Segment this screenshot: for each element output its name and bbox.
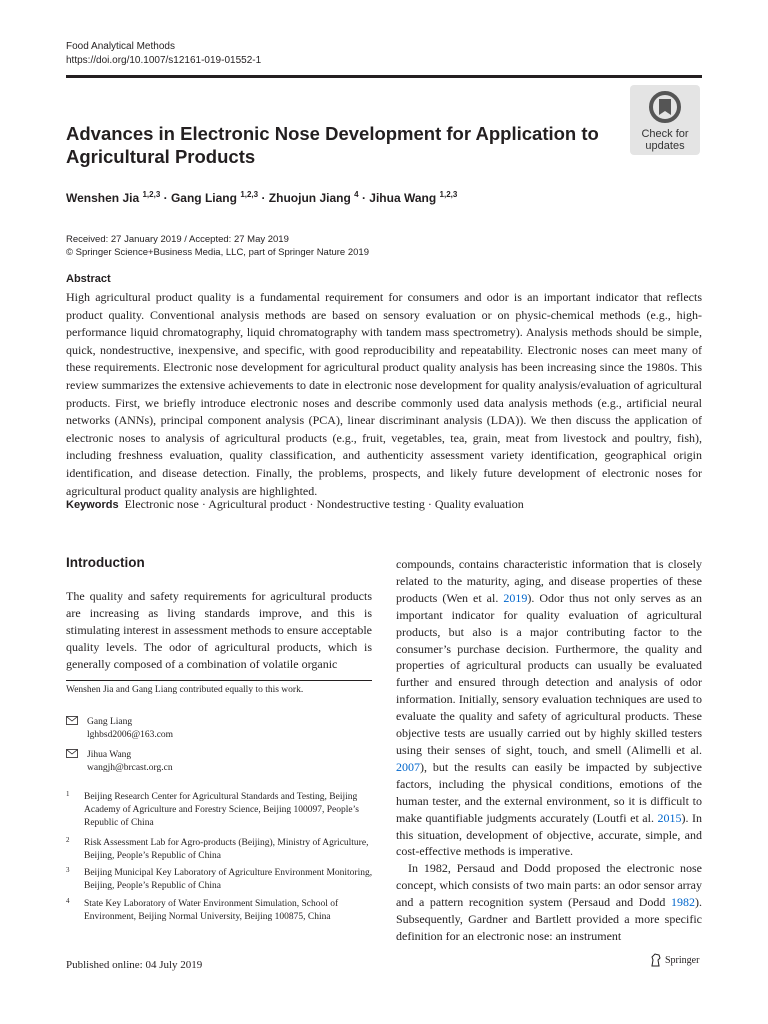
affiliation-number: 3 bbox=[66, 866, 70, 874]
keywords-list: Electronic nose · Agricultural product · Nondestructive testing · Quality evaluation bbox=[124, 497, 524, 511]
intro-col2-paragraph bbox=[396, 860, 702, 945]
abstract-heading: Abstract bbox=[66, 273, 111, 285]
update-badge-icon bbox=[649, 91, 681, 127]
abstract-text: High agricultural product quality is a fundamental requirement for consumers and odor is an important indicator that reflects product quality. Conventional analysis methods are based on sensory evaluation or on physic-chemical methods (e.g., high-performance liquid chromatography, liquid chromatography with tandem mass spectrometry). Analysis methods should be simple, quick, nondestructive, inexpensive, and specific, with good reproducibility and repeatability. Electronic noses can meet many of these requirements. Electronic nose development for agricultural product quality analysis has been increasing since the 1980s. This review summarizes the extensive achievements to date in electronic nose development for quality analysis/evaluation of agricultural products. First, we briefly introduce electronic noses and describe commonly used data analysis methods (e.g., artificial neural networks (ANNs), principal component analysis (PCA), linear discriminant analysis (LDA)). We then discuss the application of electronic noses to analysis of agricultural products (e.g., fruit, vegetables, tea, grain, meat from livestock and poultry, fish), including freshness evaluation, quality classification, and authenticity assessment variety identification, geographical origin identification, and disease detection. Finally, the problems, prospects, and likely future development of electronic noses for agricultural product quality analysis are highlighted. bbox=[66, 290, 702, 498]
copyright-line: © Springer Science+Business Media, LLC, part of Springer Nature 2019 bbox=[66, 247, 369, 258]
check-for-updates-badge[interactable] bbox=[630, 85, 700, 155]
received-accepted: Received: 27 January 2019 / Accepted: 27 May 2019 bbox=[66, 234, 289, 245]
publisher-name: Springer bbox=[665, 954, 700, 966]
author-list bbox=[66, 190, 457, 205]
keywords bbox=[66, 497, 524, 512]
author-name[interactable]: Zhuojun Jiang bbox=[268, 191, 351, 205]
citation-link[interactable]: 1982 bbox=[671, 895, 695, 910]
intro-col2 bbox=[396, 556, 702, 945]
citation-link[interactable]: 2015 bbox=[657, 810, 682, 825]
section-heading-introduction: Introduction bbox=[66, 555, 145, 570]
affiliation-text: Beijing Research Center for Agricultural Standards and Testing, Beijing Academy of Agriculture and Forestry Science, Beijing 100097, People’s Republic of China bbox=[84, 792, 359, 828]
springer-horse-icon bbox=[650, 953, 662, 967]
author-separator: · bbox=[361, 191, 366, 205]
author-name[interactable]: Wenshen Jia bbox=[66, 191, 140, 205]
badge-line-1: Check for bbox=[641, 128, 689, 140]
publisher-logo bbox=[650, 953, 699, 967]
text-run: ), but the results can easily be impacted by subjective factors, including the physical conditions, emotions of the human tester, and the external environment, so it is difficult to make quantifiable judgments accurately (Loutfi et al. bbox=[396, 759, 702, 825]
author-affiliation: 4 bbox=[354, 190, 359, 199]
contact-name: Jihua Wang bbox=[87, 750, 132, 760]
envelope-icon bbox=[66, 716, 78, 725]
article-dates bbox=[66, 233, 369, 259]
keywords-label: Keywords bbox=[66, 499, 119, 511]
author-affiliation: 1,2,3 bbox=[142, 190, 161, 199]
contact-email[interactable]: lghbsd2006@163.com bbox=[87, 730, 174, 740]
affiliation-number: 4 bbox=[66, 897, 70, 905]
citation-link[interactable]: 2019 bbox=[503, 590, 528, 605]
doi-link[interactable]: https://doi.org/10.1007/s12161-019-01552-1 bbox=[66, 55, 262, 66]
footnote-rule bbox=[66, 680, 372, 681]
text-run: ). Subsequently, Gardner and Bartlett provided a more specific definition for an electronic nose: an instrument bbox=[396, 895, 702, 943]
contact-name: Gang Liang bbox=[87, 717, 133, 727]
author-name[interactable]: Jihua Wang bbox=[369, 191, 437, 205]
text-run: ). In this situation, development of objective, accurate, simple, and cost-effective methods is imperative. bbox=[396, 810, 702, 859]
text-run: In 1982, Persaud and Dodd proposed the electronic nose concept, which consists of two main parts: an odor sensor array and a pattern recognition system (Persaud and Dodd bbox=[396, 861, 702, 910]
published-online: Published online: 04 July 2019 bbox=[66, 959, 203, 971]
equal-contribution-note: Wenshen Jia and Gang Liang contributed equally to this work. bbox=[66, 685, 304, 695]
affiliation-number: 1 bbox=[66, 790, 70, 798]
author-affiliation: 1,2,3 bbox=[439, 190, 458, 199]
badge-line-2: updates bbox=[645, 140, 685, 152]
author-separator: · bbox=[261, 191, 266, 205]
author-affiliation: 1,2,3 bbox=[240, 190, 259, 199]
citation-link[interactable]: 2007 bbox=[396, 759, 420, 774]
contact-email[interactable]: wangjh@brcast.org.cn bbox=[87, 763, 173, 773]
article-title: Advances in Electronic Nose Development for Application to Agricultural Products bbox=[66, 123, 599, 167]
journal-name: Food Analytical Methods bbox=[66, 41, 175, 52]
affiliation-text: Beijing Municipal Key Laboratory of Agriculture Environment Monitoring, Beijing, People’s Republic of China bbox=[84, 868, 373, 891]
author-separator: · bbox=[163, 191, 168, 205]
affiliation-text: State Key Laboratory of Water Environment Simulation, School of Environment, Beijing Normal University, Beijing 100875, China bbox=[84, 899, 339, 922]
affiliation-text: Risk Assessment Lab for Agro-products (Beijing), Ministry of Agriculture, Beijing, People’s Republic of China bbox=[84, 838, 369, 861]
intro-col1-text: The quality and safety requirements for agricultural products are increasing as living standards improve, and this is stimulating interest in assessment methods to ensure acceptable quality levels. The odor of agricultural products, which is generally composed of a combination of volatile organic bbox=[66, 589, 372, 671]
text-run: ). Odor thus not only serves as an important indicator for quality evaluation of agricultural products, but also is a major contributing factor to the consumer’s purchase decision. Furthermore, the quality and properties of agricultural products can usually be evaluated further and ensured through detection and analysis of odor information. Initially, sensory evaluation techniques are used to evaluate the quality and safety of agricultural products. These objective tests are usually carried out by highly skilled testers using their senses of sight, touch, and smell (Alimelli et al. bbox=[396, 590, 702, 757]
header-rule bbox=[66, 75, 702, 78]
text-run: compounds, contains characteristic information that is closely related to the maturity, aging, and disease properties of these products (Wen et al. bbox=[396, 557, 702, 605]
journal-header bbox=[66, 40, 261, 68]
envelope-icon bbox=[66, 749, 78, 758]
intro-col2-paragraph bbox=[396, 556, 702, 860]
author-name[interactable]: Gang Liang bbox=[170, 191, 237, 205]
affiliation-number: 2 bbox=[66, 836, 70, 844]
